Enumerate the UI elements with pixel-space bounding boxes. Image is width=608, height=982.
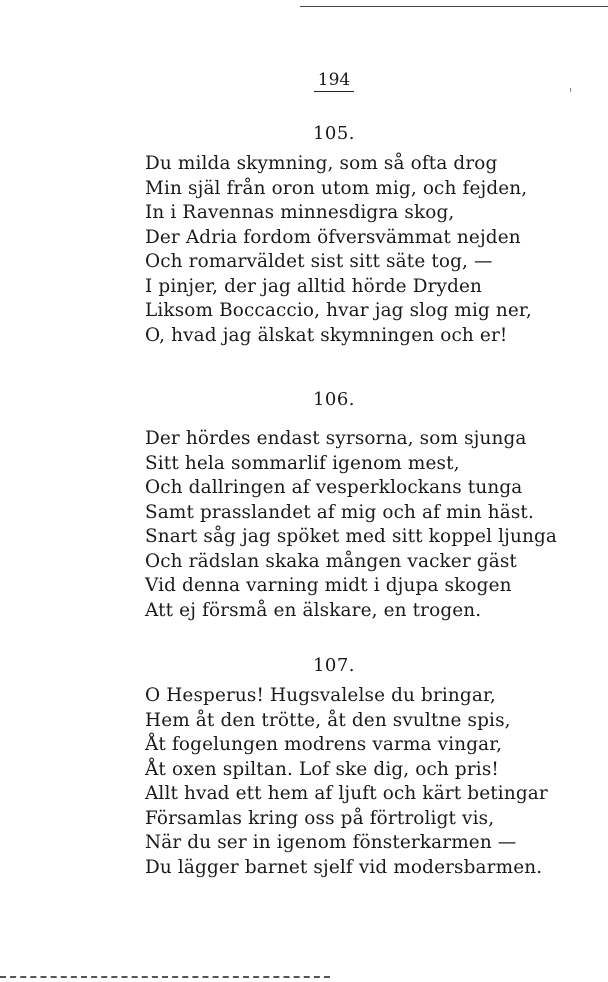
poem-stanza-106 bbox=[145, 427, 557, 623]
poem-number-106: 106. bbox=[312, 389, 356, 410]
poem-line: Och dallringen af vesperklockans tunga bbox=[145, 477, 523, 498]
page-number bbox=[0, 70, 608, 92]
poem-line: Samt prasslandet af mig och af min häst. bbox=[145, 501, 534, 523]
poem-line: Sitt hela sommarlif igenom mest, bbox=[145, 452, 460, 474]
poem-line: Vid denna varning midt i djupa skogen bbox=[145, 575, 512, 596]
poem-line: När du ser in igenom fönsterkarmen — bbox=[145, 832, 517, 853]
poem-line: Snart såg jag spöket med sitt koppel ljunga bbox=[145, 526, 558, 547]
poem-line: Liksom Boccaccio, hvar jag slog mig ner, bbox=[145, 300, 532, 321]
poem-stanza-107 bbox=[145, 684, 548, 880]
poem-number-105: 105. bbox=[312, 123, 356, 144]
poem-line: Der Adria fordom öfversvämmat nejden bbox=[145, 226, 521, 248]
bottom-edge-rule bbox=[0, 976, 330, 978]
poem-line: Och rädslan skaka mången vacker gäst bbox=[145, 550, 517, 572]
poem-line: Der hördes endast syrsorna, som sjunga bbox=[145, 428, 527, 449]
poem-line: Församlas kring oss på förtroligt vis, bbox=[145, 807, 495, 829]
poem-line: Och romarväldet sist sitt säte tog, — bbox=[145, 251, 493, 272]
poem-line: In i Ravennas minnesdigra skog, bbox=[145, 202, 455, 223]
poem-line: Att ej försmå en älskare, en trogen. bbox=[145, 599, 482, 621]
poem-stanza-105 bbox=[145, 152, 532, 348]
poem-line: Åt fogelungen modrens varma vingar, bbox=[145, 734, 503, 755]
poem-line: Hem åt den trötte, åt den svultne spis, bbox=[145, 709, 511, 731]
poem-line: Du milda skymning, som så ofta drog bbox=[145, 153, 498, 174]
poem-line: O, hvad jag älskat skymningen och er! bbox=[145, 324, 508, 346]
poem-line: Allt hvad ett hem af ljuft och kärt betingar bbox=[145, 783, 548, 804]
poem-line: I pinjer, der jag alltid hörde Dryden bbox=[145, 275, 483, 297]
poem-line: Åt oxen spiltan. Lof ske dig, och pris! bbox=[145, 758, 499, 780]
poem-line: O Hesperus! Hugsvalelse du bringar, bbox=[145, 685, 496, 706]
top-edge-rule bbox=[300, 6, 608, 7]
poem-line: Min själ från oron utom mig, och fejden, bbox=[145, 177, 528, 199]
poem-number-107: 107. bbox=[312, 655, 356, 676]
margin-mark bbox=[570, 88, 571, 92]
page-number-text: 194 bbox=[314, 70, 354, 92]
poem-line: Du lägger barnet sjelf vid modersbarmen. bbox=[145, 856, 543, 878]
